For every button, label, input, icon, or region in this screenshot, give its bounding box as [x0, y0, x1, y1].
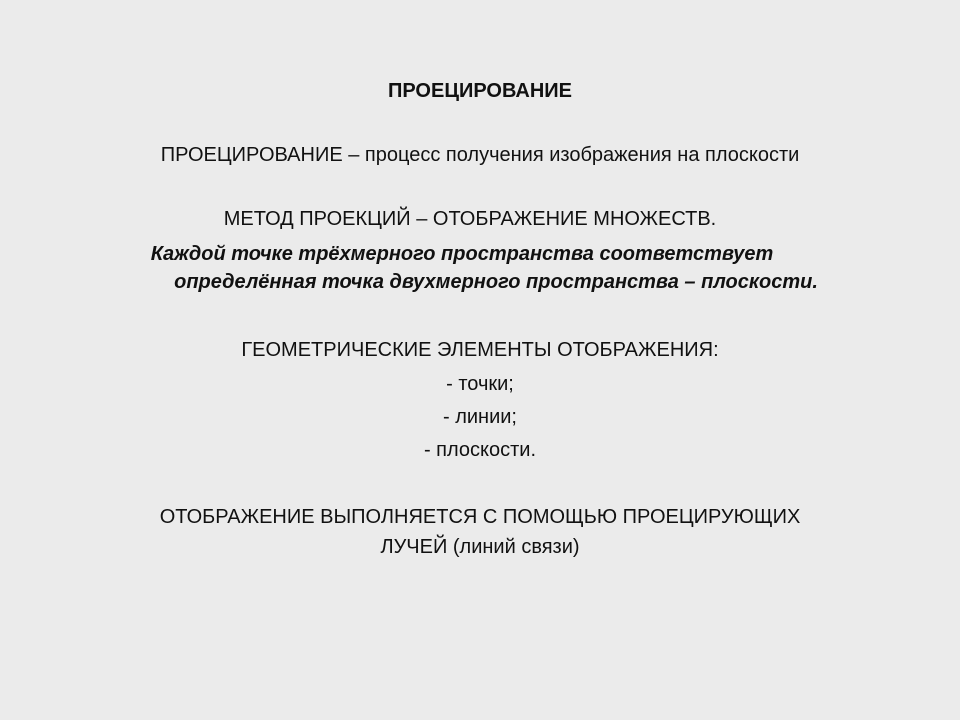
- element-item-lines: - линии;: [442, 406, 517, 428]
- conclusion-text-line-2: ЛУЧЕЙ (линий связи): [380, 536, 580, 558]
- slide-title: ПРОЕЦИРОВАНИЕ: [387, 80, 572, 102]
- element-item-planes: - плоскости.: [423, 439, 537, 461]
- method-text: МЕТОД ПРОЕКЦИЙ – ОТОБРАЖЕНИЕ МНОЖЕСТВ.: [223, 208, 717, 230]
- mapping-text-line-2: определённая точка двухмерного пространства – плоскости.: [174, 271, 818, 293]
- definition-text: ПРОЕЦИРОВАНИЕ – процесс получения изображения на плоскости: [160, 144, 800, 166]
- mapping-text-line-1: Каждой точке трёхмерного пространства соответствует: [150, 243, 774, 265]
- element-item-points: - точки;: [446, 373, 514, 395]
- elements-heading: ГЕОМЕТРИЧЕСКИЕ ЭЛЕМЕНТЫ ОТОБРАЖЕНИЯ:: [241, 339, 719, 361]
- conclusion-text-line-1: ОТОБРАЖЕНИЕ ВЫПОЛНЯЕТСЯ С ПОМОЩЬЮ ПРОЕЦИРУЮЩИХ: [159, 506, 801, 528]
